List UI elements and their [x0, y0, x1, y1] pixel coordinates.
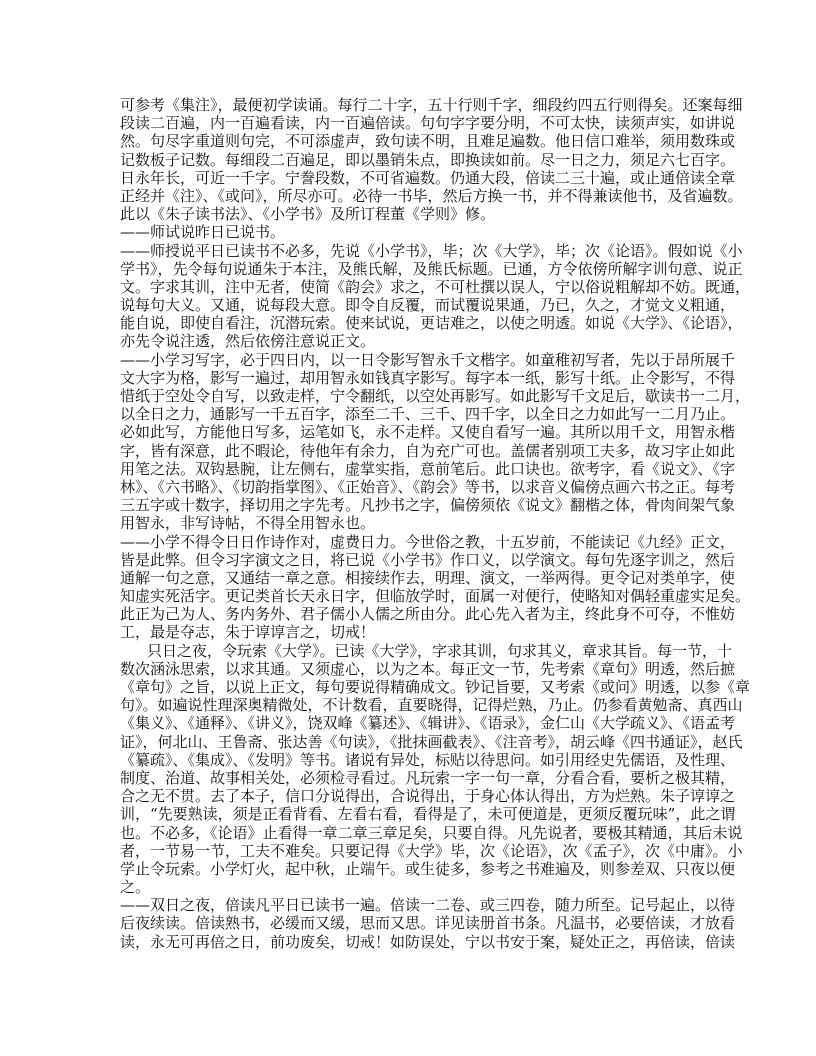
text-line: 然。句尽字重道则句完，不可添虚声，致句读不明，且难足遍数。他日信口难举，须用数珠或 — [120, 132, 736, 151]
text-line: 《纂疏》、《集成》、《发明》等书。诸说有异处，标贴以待思问。如引用经史先儒语，及性理、 — [120, 750, 736, 769]
text-line: 合之无不贯。去了本子，信口分说得出，合说得出，于身心体认得出，方为烂熟。朱子谆谆之 — [120, 787, 736, 806]
text-line: 字，皆有深意，此不暇论，待他年有余力，自为充广可也。盖儒者别项工夫多，故习字止如此 — [120, 441, 736, 460]
text-line: ——师试说昨日已说书。 — [120, 223, 286, 242]
text-line: 必如此写，方能他日写多，运笔如飞，永不走样。又使自看写一遍。其所以用千文，用智永楷 — [120, 423, 736, 442]
text-line: 此以《朱子读书法》、《小学书》及所订程董《学则》修。 — [120, 205, 496, 224]
document-page — [120, 96, 751, 951]
text-line: ——小学不得令日日作诗作对，虚费日力。今世俗之教，十五岁前，不能读记《九经》正文， — [120, 532, 736, 551]
text-line: 此正为己为人、务内务外、君子儒小人儒之所由分。此心先入者为主，终此身不可夺，不惟妨 — [120, 605, 736, 624]
text-line: 记数板子记数。每细段二百遍足，即以墨销朱点，即换读如前。尽一日之力，须足六七百字。 — [120, 150, 736, 169]
text-line: 知虚实死活字。更记类首长天永日字，但临放学时，面属一对便行，使略知对偶轻重虚实足矣。 — [120, 587, 751, 606]
text-line: 用笔之法。双钩悬腕，让左侧右，虚掌实指，意前笔后。此口诀也。欲考字，看《说文》、《字 — [120, 459, 736, 478]
text-line: 也。不必多，《论语》止看得一章二章三章足矣，只要自得。凡先说者，要极其精通，其后未说 — [120, 823, 743, 842]
text-line: 证》，何北山、王鲁斋、张达善《句读》，《批抹画截表》、《注音考》，胡云峰《四书通证》，赵氏 — [120, 732, 743, 751]
text-line: 正经并《注》、《或问》，所尽亦可。必待一书毕，然后方换一书，并不得兼读他书，及省遍数。 — [120, 186, 743, 205]
text-line: 说每句大义。又通，说每段大意。即令自反覆，而试覆说果通，乃已，久之，才觉文义粗通， — [120, 296, 736, 315]
text-line: 制度、治道、故事相关处，必须检寻看过。凡玩索一字一句一章，分看合看，要析之极其精， — [120, 768, 736, 787]
text-line: 皆是此弊。但令习字演文之日，将已说《小学书》作口义，以学演文。每句先逐字训之，然后 — [120, 550, 736, 569]
text-line: 之。 — [120, 878, 151, 897]
text-line: 只日之夜，令玩索《大学》。已读《大学》，字求其训，句求其义，章求其旨。每一节，十 — [147, 641, 733, 660]
text-line: 文。字求其训，注中无者，使简《韵会》求之，不可杜撰以误人，宁以俗说粗解却不妨。既通， — [120, 277, 751, 296]
text-line: 《章句》之旨，以说上正文，每句要说得精确成文。钞记旨要，又考索《或问》明透，以参《章 — [120, 678, 751, 696]
text-line: 三五字或十数字，择切用之字先考。凡抄书之字，偏傍须依《说文》翻楷之体，骨肉间架气象 — [120, 496, 736, 515]
text-line: 能自说，即使自看注，沉潜玩索。使来试说，更诘难之，以使之明透。如说《大学》、《论语》， — [120, 314, 743, 333]
text-line: ——师授说平日已读书不必多，先说《小学书》，毕；次《大学》，毕；次《论语》。假如说《小 — [120, 241, 743, 260]
text-line: ——双日之夜，倍读凡平日已读书一遍。倍读一二卷、或三四卷，随力所至。记号起止，以待 — [120, 896, 736, 915]
text-line: 读，永无可再倍之日，前功废矣，切戒！如防误处，宁以书安于案，疑处正之，再倍读，倍读 — [120, 932, 736, 951]
text-line: 以全日之力，通影写一千五百字，添至二千、三千、四千字，以全日之力如此写一二月乃止。 — [120, 405, 736, 424]
text-line: 林》、《六书略》、《切韵指掌图》、《正始音》、《韵会》等书，以求音义偏傍点画六书之正。每考 — [120, 477, 736, 496]
text-line: 学止令玩索。小学灯火，起中秋，止端午。或生徒多，参考之书难遍及，则参差双、只夜以便 — [120, 859, 736, 878]
text-line: 学书》，先令每句说通朱于本注，及熊氏解，及熊氏标题。已通，方令依傍所解字训句意、说正 — [120, 259, 743, 278]
text-line: 后夜续读。倍读熟书，必缓而又缓，思而又思。详见读册首书条。凡温书，必要倍读，才放看 — [120, 914, 736, 933]
text-line: 用智永，非写诗帖，不得全用智永也。 — [120, 514, 376, 533]
text-line: 句》。如遍说性理深奥精微处，不计数看，直要晓得，记得烂熟，乃止。仍参看黄勉斋、真西山 — [120, 696, 743, 715]
text-line: 文大字为格，影写一遍过，却用智永如钱真字影写。每字本一纸，影写十纸。止令影写，不得 — [120, 368, 736, 387]
text-line: 《集义》、《通释》、《讲义》，饶双峰《纂述》、《辑讲》、《语录》，金仁山《大学疏义》、《语孟考 — [120, 714, 736, 733]
text-line: 亦先令说注透，然后依傍注意说正文。 — [120, 332, 376, 351]
text-line: 通解一句之意，又通结一章之意。相接续作去，明理、演文，一举两得。更令记对类单字，使 — [120, 568, 736, 587]
text-line: 工，最是夺志，朱于谆谆言之，切戒！ — [120, 623, 376, 642]
text-line: 日永年长，可近一千字。宁誊段数，不可省遍数。仍通大段，倍读二三十遍，或止通倍读全章 — [120, 168, 736, 187]
text-line: ——小学习写字，必于四日内，以一日令影写智永千文楷字。如童稚初写者，先以于昂所展千 — [120, 350, 736, 369]
text-line: 可参考《集注》，最便初学读诵。每行二十字，五十行则千字，细段约四五行则得矣。还案每细 — [120, 96, 743, 114]
text-line: 数次涵泳思索，以求其通。又须虚心，以为之本。每正文一节，先考索《章句》明透，然后摭 — [120, 659, 736, 678]
text-line: 惜纸于空处令自写，以致走样，宁令翻纸，以空处再影写。如此影写千文足后，歇读书一二月， — [120, 387, 751, 405]
text-line: 者，一节易一节，工夫不难矣。只要记得《大学》毕，次《论语》，次《孟子》，次《中庸》。小 — [120, 841, 743, 860]
text-line: 段读二百遍，内一百遍看读，内一百遍倍读。句句字字要分明，不可太快，读须声实，如讲说 — [120, 114, 736, 133]
text-line: 训，“先要熟读，须是正看背看、左看右看，看得是了，未可便道是，更须反覆玩味”，此之谓 — [120, 805, 736, 824]
